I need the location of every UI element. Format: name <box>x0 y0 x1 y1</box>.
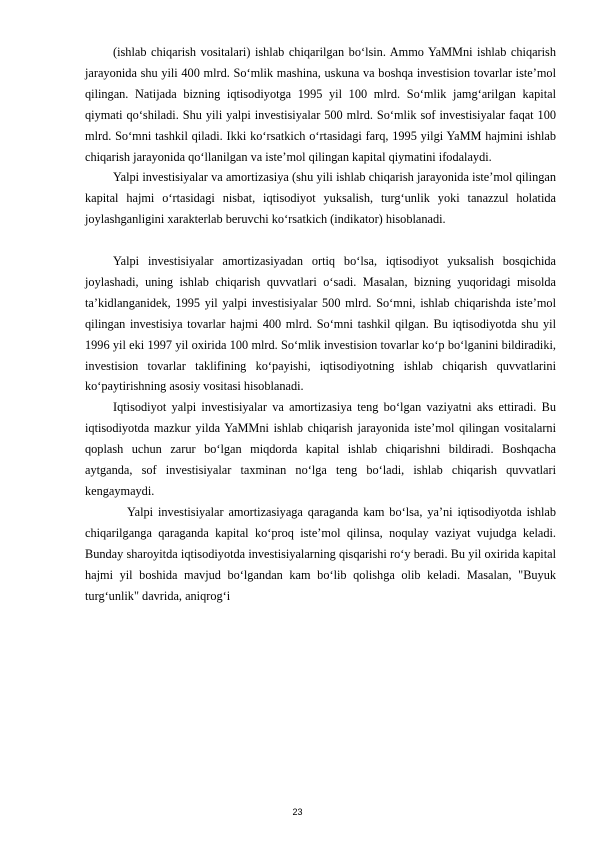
document-body <box>85 42 556 606</box>
blank-line <box>85 230 556 251</box>
page-number: 23 <box>292 807 303 817</box>
paragraph-continuation: (ishlab chiqarish vositalari) ishlab chiqarilgan bo‘lsin. Ammo YaMMni ishlab chiqarish jarayonida shu yili 400 mlrd. So‘mlik mashina, uskuna va boshqa investision tovarlar iste’mol qilingan. Natijada bizning iqtisodiyotga 1995 yil 100 mlrd. So‘mlik jamg‘arilgan kapital qiymati qo‘shiladi. Shu yili yalpi investisiyalar 500 mlrd. So‘mlik sof investisiyalar faqat 100 mlrd. So‘mni tashkil qiladi. Ikki ko‘rsatkich o‘rtasidagi farq, 1995 yilgi YaMM hajmini ishlab chiqarish jarayonida qo‘llanilgan va iste’mol qilingan kapital qiymatini ifodalaydi. <box>85 45 556 164</box>
paragraph-decline: Yalpi investisiyalar amortizasiyaga qaraganda kam bo‘lsa, ya’ni iqtisodiyotda ishlab chiqarilganga qaraganda kapital ko‘proq iste’mol qilinsa, noqulay vaziyat vujudga keladi. Bunday sharoyitda iqtisodiyotda investisiyalarning qisqarishi ro‘y beradi. Bu yil oxirida kapital hajmi yil boshida mavjud bo‘lgandan kam bo‘lib qolishga olib keladi. Masalan, "Buyuk turg‘unlik" davrida, aniqrog‘i <box>85 504 556 603</box>
paragraph-equilibrium: Iqtisodiyot yalpi investisiyalar va amortizasiya teng bo‘lgan vaziyatni aks ettiradi. Bu iqtisodiyotda mazkur yilda YaMMni ishlab chiqarish jarayonida iste’mol qilingan vositalarni qoplash uchun zarur bo‘lgan miqdorda kapital ishlab chiqarishni bildiradi. Boshqacha aytganda, sof investisiyalar taxminan no‘lga teng bo‘ladi, ishlab chiqarish quvvatlari kengaymaydi. <box>85 400 556 499</box>
paragraph-growth-phase: Yalpi investisiyalar amortizasiyadan ortiq bo‘lsa, iqtisodiyot yuksalish bosqichida joylashadi, uning ishlab chiqarish quvvatlari o‘sadi. Masalan, bizning yuqoridagi misolda ta’kidlanganidek, 1995 yil yalpi investisiyalar 500 mlrd. So‘mni, ishlab chiqarishda iste’mol qilingan investisiya tovarlar hajmi 400 mlrd. So‘mni tashkil qilgan. Bu iqtisodiyotda shu yil 1996 yil eki 1997 yil oxirida 100 mlrd. So‘mlik investision tovarlar ko‘p bo‘lganini bildiradiki, investision tovarlar taklifining ko‘payishi, iqtisodiyotning ishlab chiqarish quvvatlarini ko‘paytirishning asosiy vositasi hisoblanadi. <box>85 254 556 394</box>
paragraph-investment-indicator: Yalpi investisiyalar va amortizasiya (shu yili ishlab chiqarish jarayonida iste’mol qilingan kapital hajmi o‘rtasidagi nisbat, iqtisodiyot yuksalish, turg‘unlik yoki tanazzul holatida joylashganligini xarakterlab beruvchi ko‘rsatkich (indikator) hisoblanadi. <box>85 170 556 227</box>
